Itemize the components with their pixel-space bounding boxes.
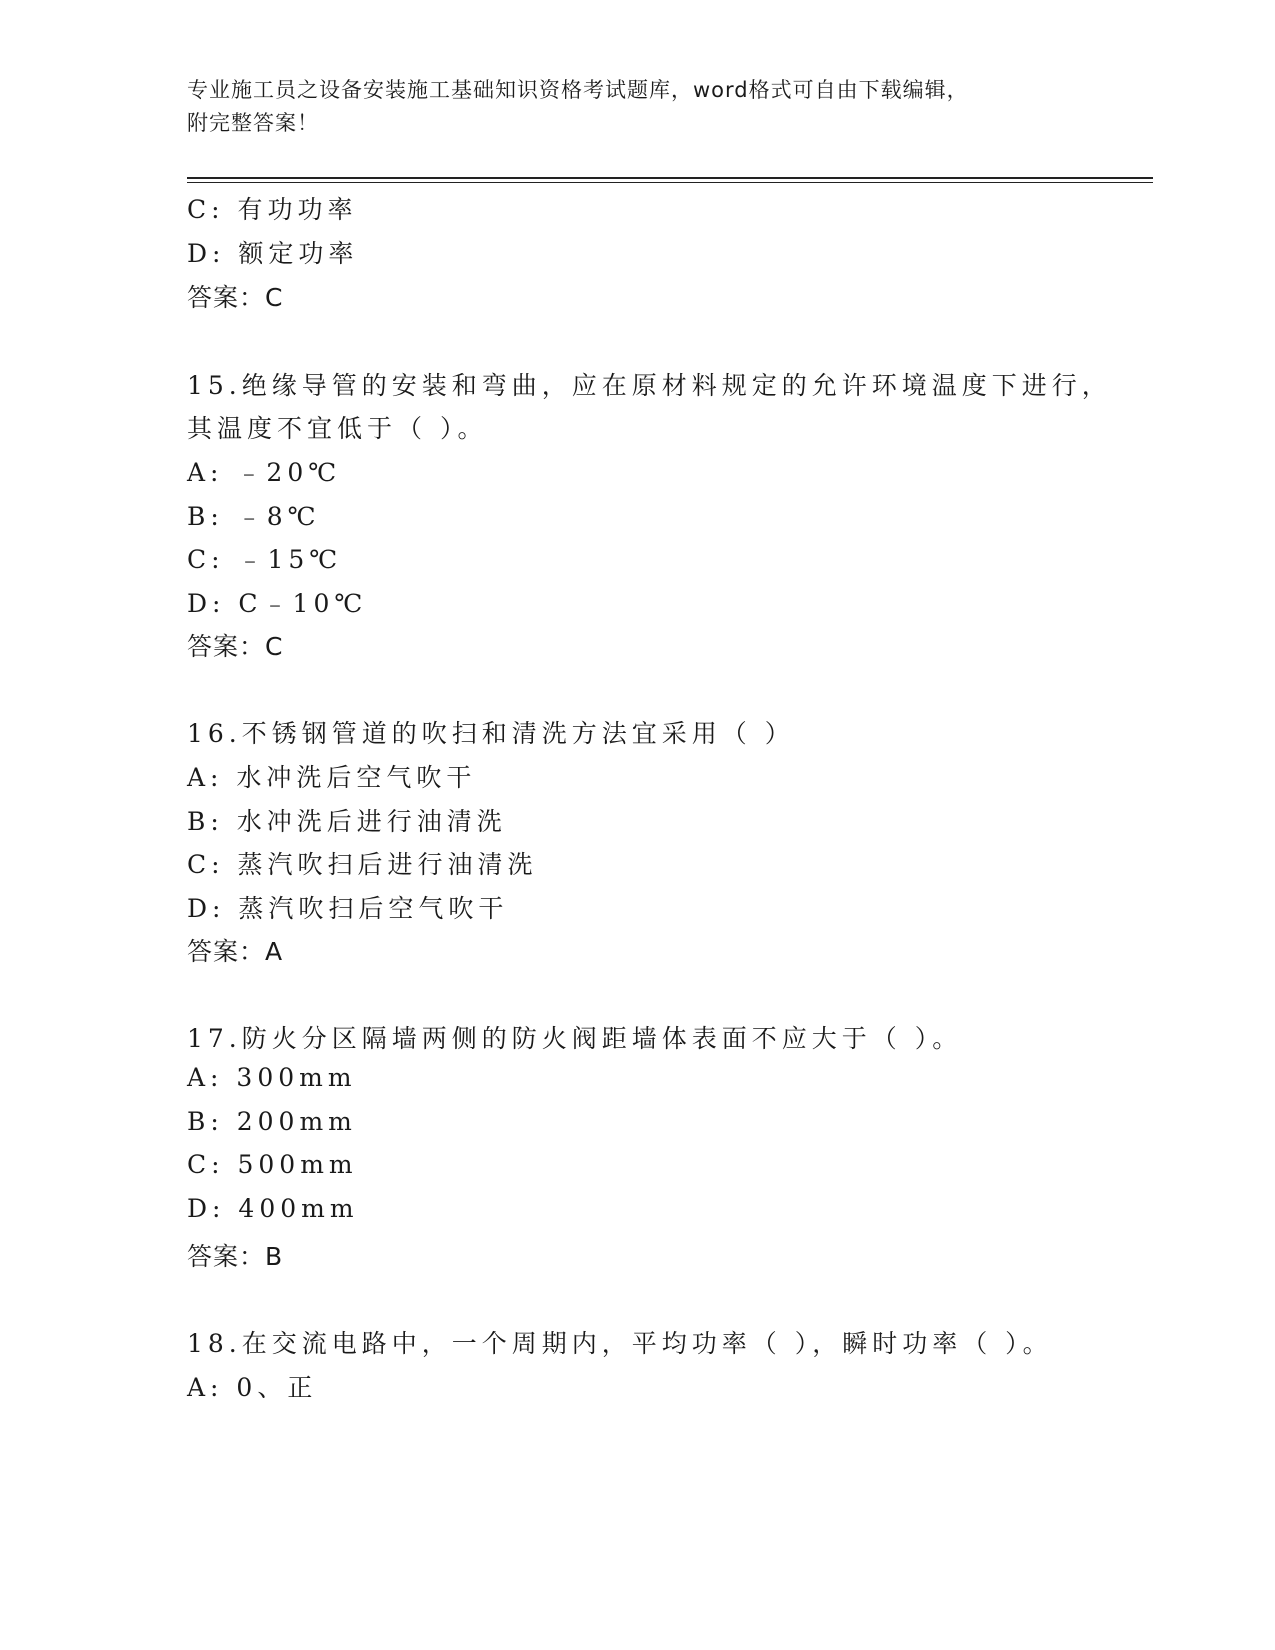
q16-option-a: A: 水冲洗后空气吹干 [187,763,477,792]
q15-stem-line-2: 其温度不宜低于（ ）。 [187,414,488,443]
q17-answer: 答案：B [187,1242,284,1271]
q18-option-a: A: 0、正 [187,1373,318,1402]
q14-option-d: D: 额定功率 [187,239,359,268]
q16-answer: 答案：A [187,937,284,966]
header-divider-thin [187,182,1153,183]
q18-stem: 18.在交流电路中，一个周期内，平均功率（ ），瞬时功率（ ）。 [187,1329,1053,1358]
q16-stem: 16.不锈钢管道的吹扫和清洗方法宜采用（ ） [187,719,795,748]
q17-option-a: A: 300mm [187,1063,357,1092]
q15-option-d: D: C﹣10℃ [187,589,368,618]
header-line-2: 附完整答案！ [187,111,319,135]
q15-answer: 答案：C [187,632,284,661]
q15-option-c: C: ﹣15℃ [187,545,343,574]
q17-option-d: D: 400mm [187,1194,359,1223]
q17-option-c: C: 500mm [187,1150,358,1179]
header-divider-thick [187,177,1153,179]
q16-option-b: B: 水冲洗后进行油清洗 [187,807,507,836]
q15-stem-line-1: 15.绝缘导管的安装和弯曲，应在原材料规定的允许环境温度下进行， [187,371,1112,400]
q14-option-c: C: 有功功率 [187,195,358,224]
q14-answer: 答案：C [187,283,284,312]
document-header [187,74,1067,140]
q16-option-c: C: 蒸汽吹扫后进行油清洗 [187,850,538,879]
q15-option-b: B: ﹣8℃ [187,502,321,531]
header-line-1: 专业施工员之设备安装施工基础知识资格考试题库，word格式可自由下载编辑， [187,78,969,102]
q15-option-a: A: ﹣20℃ [187,458,342,487]
q17-stem: 17.防火分区隔墙两侧的防火阀距墙体表面不应大于（ ）。 [187,1024,963,1053]
q17-option-b: B: 200mm [187,1107,357,1136]
q16-option-d: D: 蒸汽吹扫后空气吹干 [187,894,509,923]
